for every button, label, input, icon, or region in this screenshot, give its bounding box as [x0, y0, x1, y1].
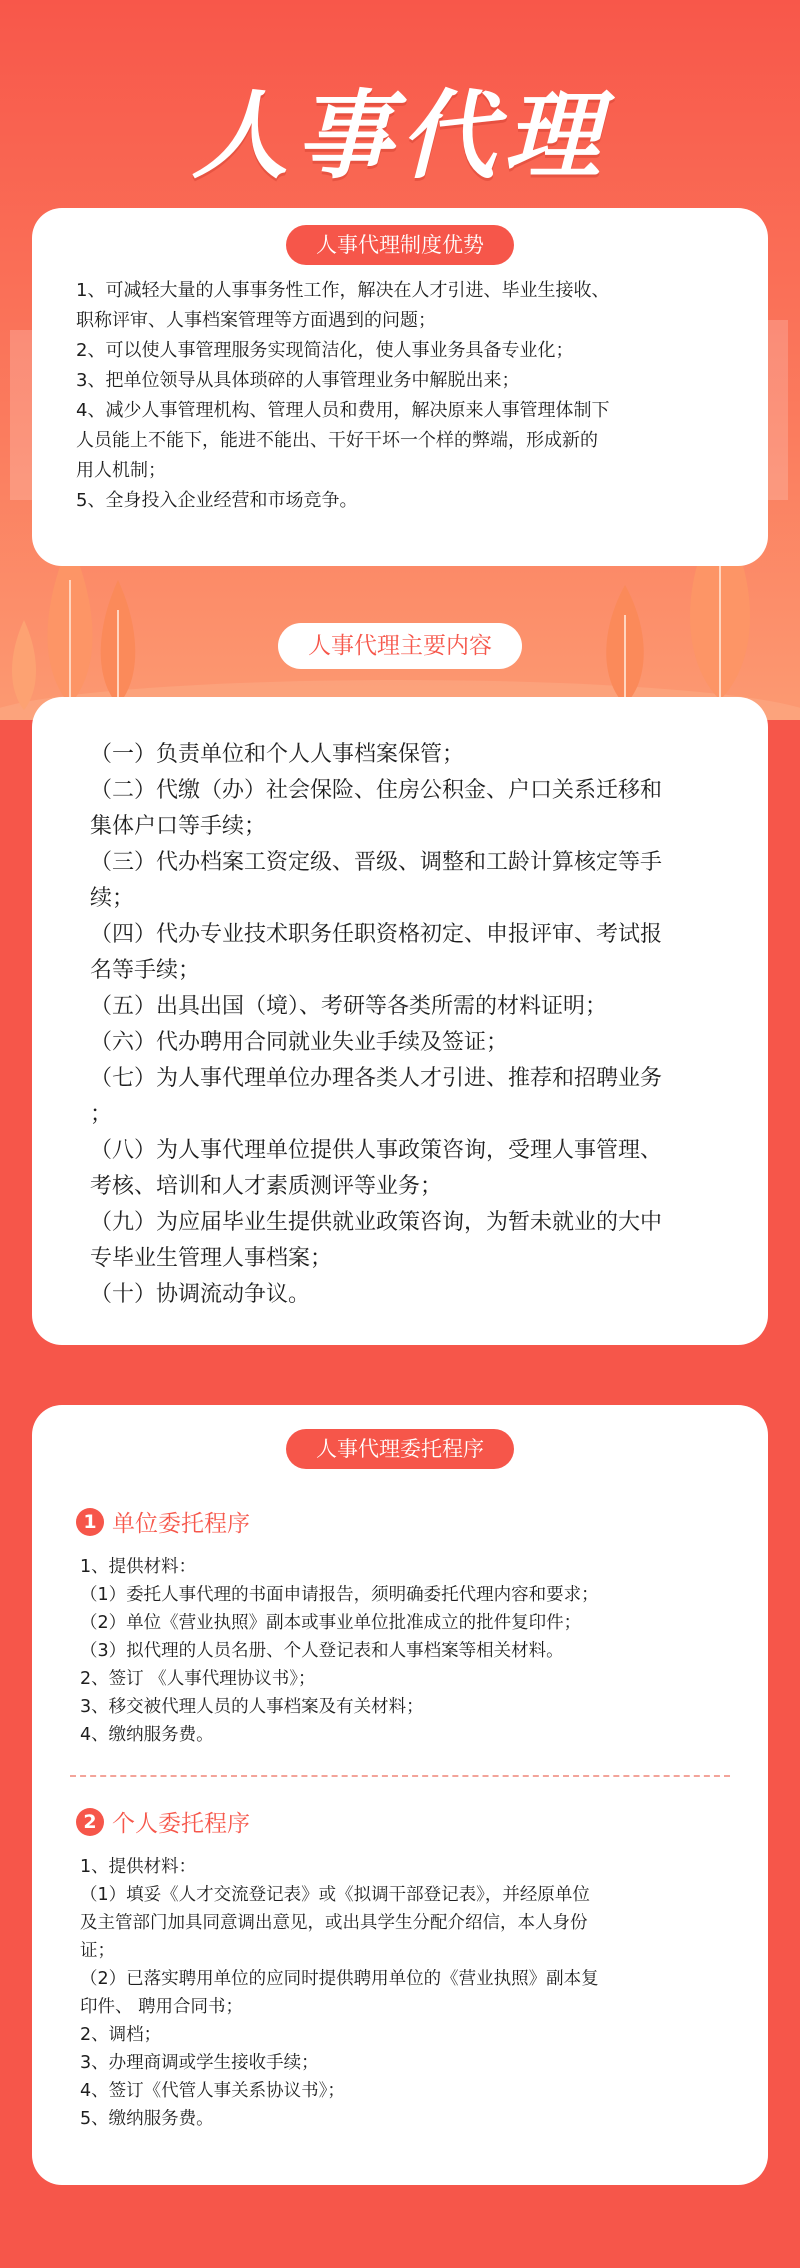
list-item: （2）已落实聘用单位的应同时提供聘用单位的《营业执照》副本复	[80, 1969, 599, 1989]
list-item: 3、移交被代理人员的人事档案及有关材料；	[80, 1697, 424, 1717]
list-item: 及主管部门加具同意调出意见，或出具学生分配介绍信，本人身份	[80, 1913, 588, 1933]
list-item: 2、签订 《人事代理协议书》；	[80, 1669, 316, 1689]
list-item: 2、调档；	[80, 2025, 162, 2045]
unit-procedure-list	[80, 1553, 740, 1749]
list-item: （3）拟代理的人员名册、个人登记表和人事档案等相关材料。	[80, 1641, 564, 1661]
list-item: （五）出具出国（境）、考研等各类所需的材料证明；	[90, 994, 608, 1019]
list-item: 名等手续；	[90, 958, 201, 983]
list-item: 4、签订《代管人事关系协议书》；	[80, 2081, 345, 2101]
list-item: 4、减少人事管理机构、管理人员和费用，解决原来人事管理体制下	[76, 400, 610, 421]
list-item: 3、办理商调或学生接收手续；	[80, 2053, 319, 2073]
procedure-card	[32, 1405, 768, 2185]
advantages-card	[32, 208, 768, 566]
procedure-heading: 人事代理委托程序	[286, 1429, 514, 1469]
list-item: （七）为人事代理单位办理各类人才引进、推荐和招聘业务	[90, 1066, 663, 1091]
list-item: 用人机制；	[76, 460, 166, 481]
list-item: 4、缴纳服务费。	[80, 1725, 214, 1745]
list-item: ；	[90, 1102, 113, 1127]
list-item: 3、把单位领导从具体琐碎的人事管理业务中解脱出来；	[76, 370, 520, 391]
list-item: （六）代办聘用合同就业失业手续及签证；	[90, 1030, 509, 1055]
list-item: （九）为应届毕业生提供就业政策咨询，为暂未就业的大中	[90, 1210, 663, 1235]
contents-card	[32, 697, 768, 1345]
list-item: （三）代办档案工资定级、晋级、调整和工龄计算核定等手	[90, 850, 663, 875]
contents-list	[90, 737, 722, 1313]
personal-procedure-header	[76, 1805, 250, 1838]
unit-procedure-header	[76, 1505, 250, 1538]
list-item: （2）单位《营业执照》副本或事业单位批准成立的批件复印件；	[80, 1613, 582, 1633]
list-item: 集体户口等手续；	[90, 814, 267, 839]
list-item: 1、可减轻大量的人事事务性工作，解决在人才引进、毕业生接收、	[76, 280, 610, 301]
list-item: 印件、 聘用合同书；	[80, 1997, 244, 2017]
personal-procedure-list	[80, 1853, 740, 2133]
list-item: 职称评审、人事档案管理等方面遇到的问题；	[76, 310, 436, 331]
list-item: （八）为人事代理单位提供人事政策咨询，受理人事管理、	[90, 1138, 663, 1163]
list-item: 专毕业生管理人事档案；	[90, 1246, 333, 1271]
list-item: 考核、培训和人才素质测评等业务；	[90, 1174, 443, 1199]
divider	[70, 1775, 730, 1777]
list-item: 证；	[80, 1941, 115, 1961]
list-item: 续；	[90, 886, 135, 911]
list-item: （四）代办专业技术职务任职资格初定、申报评审、考试报	[90, 922, 663, 947]
list-item: （1）委托人事代理的书面申请报告，须明确委托代理内容和要求；	[80, 1585, 599, 1605]
list-item: 2、可以使人事管理服务实现简洁化，使人事业务具备专业化；	[76, 340, 574, 361]
contents-heading: 人事代理主要内容	[278, 623, 522, 669]
list-item: 5、全身投入企业经营和市场竞争。	[76, 490, 358, 511]
list-item: （一）负责单位和个人人事档案保管；	[90, 742, 465, 767]
list-item: （二）代缴（办）社会保险、住房公积金、户口关系迁移和	[90, 778, 663, 803]
advantages-list	[76, 276, 736, 516]
advantages-heading: 人事代理制度优势	[286, 225, 514, 265]
page-title: 人事代理	[192, 80, 608, 192]
number-badge: 2	[76, 1808, 104, 1836]
list-item: （1）填妥《人才交流登记表》或《拟调干部登记表》，并经原单位	[80, 1885, 590, 1905]
list-item: 1、提供材料：	[80, 1857, 197, 1877]
list-item: 5、缴纳服务费。	[80, 2109, 214, 2129]
personal-procedure-title: 个人委托程序	[112, 1811, 250, 1837]
list-item: （十）协调流动争议。	[90, 1282, 311, 1307]
list-item: 1、提供材料：	[80, 1557, 197, 1577]
list-item: 人员能上不能下，能进不能出、干好干坏一个样的弊端，形成新的	[76, 430, 598, 451]
unit-procedure-title: 单位委托程序	[112, 1511, 250, 1537]
number-badge: 1	[76, 1508, 104, 1536]
